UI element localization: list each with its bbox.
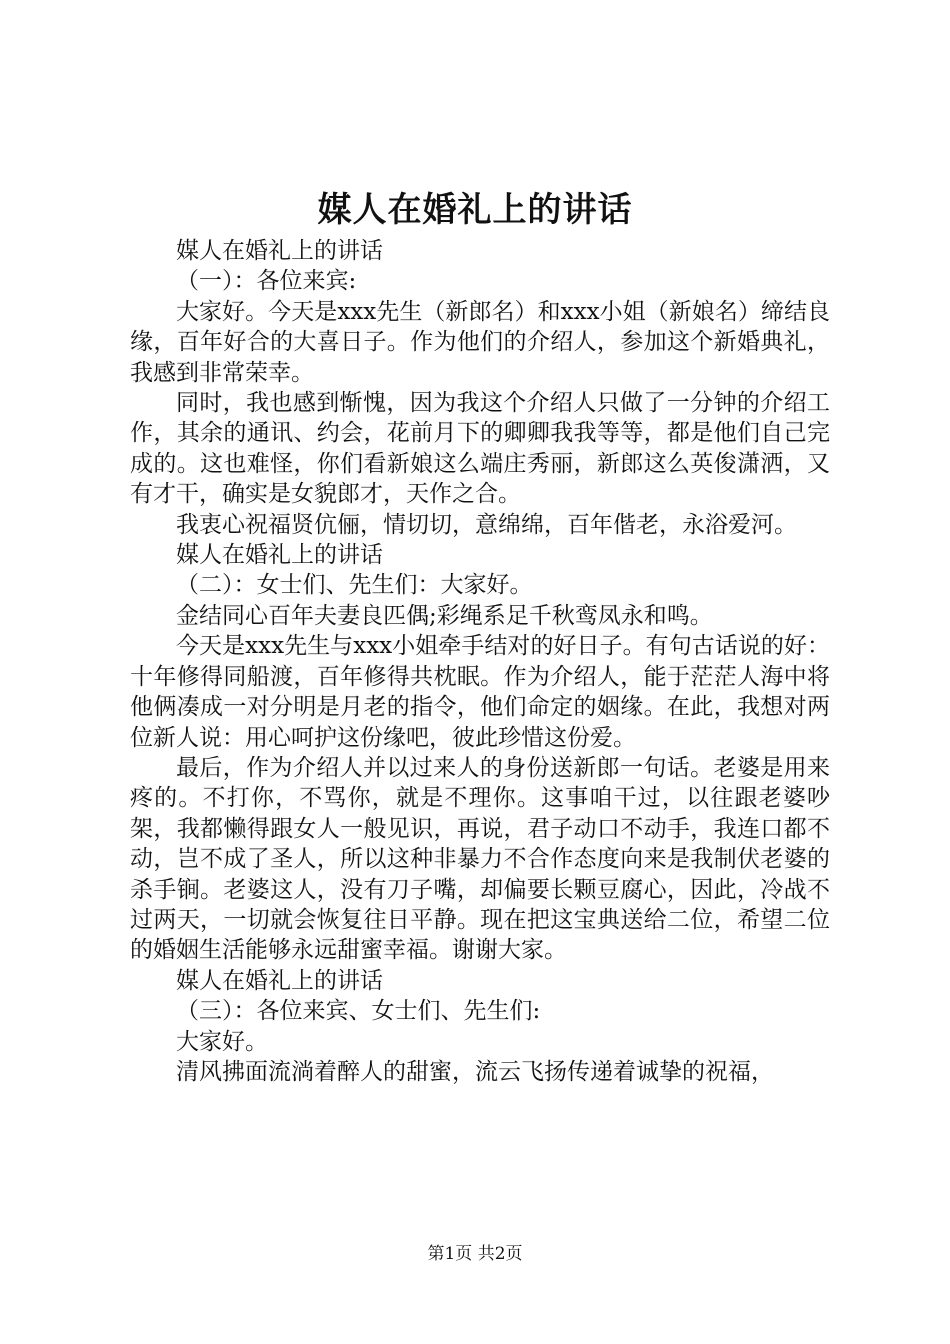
paragraph: 同时，我也感到惭愧，因为我这个介绍人只做了一分钟的介绍工作，其余的通讯、约会，花前月下的卿卿我我等等，都是他们自己完成的。这也难怪，你们看新娘这么端庄秀丽，新郎这么英俊潇洒，又有才干，确实是女貌郎才，天作之合。: [130, 390, 830, 508]
document-body: [130, 236, 830, 1087]
paragraph: 媒人在婚礼上的讲话: [176, 967, 383, 994]
document-title: 媒人在婚礼上的讲话: [317, 190, 633, 230]
paragraph: 媒人在婚礼上的讲话: [176, 238, 383, 264]
paragraph: （一）：各位来宾:: [176, 268, 357, 295]
paragraph: 媒人在婚礼上的讲话: [176, 542, 383, 569]
paragraph: 清风拂面流淌着醉人的甜蜜，流云飞扬传递着诚挚的祝福，: [176, 1058, 774, 1085]
paragraph: 大家好。今天是xxx先生（新郎名）和xxx小姐（新娘名）缔结良缘，百年好合的大喜日子。作为他们的介绍人，参加这个新婚典礼，我感到非常荣幸。: [130, 298, 830, 386]
paragraph: 今天是xxx先生与xxx小姐牵手结对的好日子。有句古话说的好：十年修得同船渡，百年修得共枕眠。作为介绍人，能于茫茫人海中将他俩凑成一对分明是月老的指令，他们命定的姻缘。在此，我想对两位新人说：用心呵护这份缘吧，彼此珍惜这份爱。: [130, 633, 830, 751]
paragraph: 金结同心百年夫妻良匹偶;彩绳系足千秋鸾凤永和鸣。: [176, 602, 713, 629]
paragraph: （二）：女士们、先生们：大家好。: [176, 572, 533, 599]
page-footer: 第1页 共2页: [427, 1244, 523, 1264]
paragraph: 我衷心祝福贤伉俪，情切切，意绵绵，百年偕老，永浴爱河。: [176, 511, 797, 538]
paragraph: （三）：各位来宾、女士们、先生们:: [176, 998, 541, 1025]
paragraph: 最后，作为介绍人并以过来人的身份送新郎一句话。老婆是用来疼的。不打你，不骂你，就是不理你。这事咱干过，以往跟老婆吵架，我都懒得跟女人一般见识，再说，君子动口不动手，我连口都不动，岂不成了圣人，所以这种非暴力不合作态度向来是我制伏老婆的杀手锏。老婆这人，没有刀子嘴，却偏要长颗豆腐心，因此，冷战不过两天，一切就会恢复往日平静。现在把这宝典送给二位，希望二位的婚姻生活能够永远甜蜜幸福。谢谢大家。: [130, 754, 830, 964]
paragraph: 大家好。: [176, 1028, 268, 1055]
